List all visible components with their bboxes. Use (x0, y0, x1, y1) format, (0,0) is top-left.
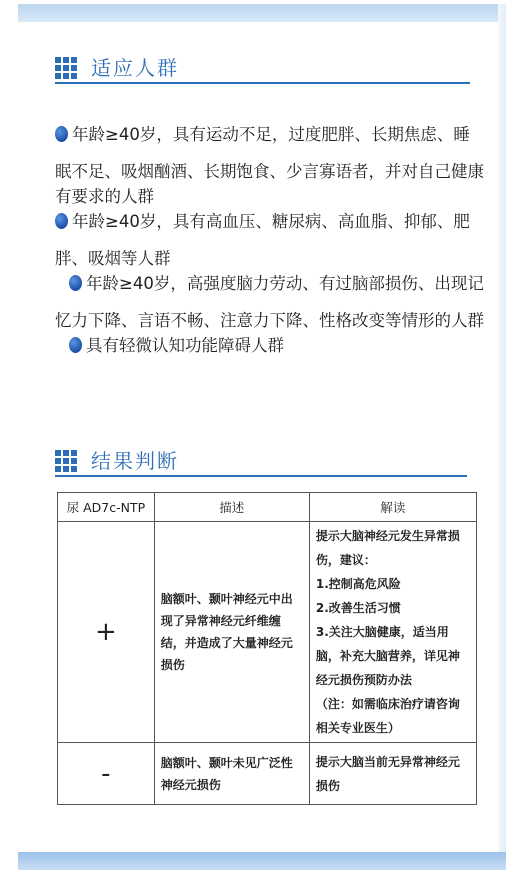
result-sign: - (58, 743, 155, 805)
table-row (58, 522, 477, 743)
list-item-text: 眠不足、吸烟酗酒、长期饱食、少言寡语者，并对自己健康 (55, 162, 484, 181)
section-header-result-judgement (55, 448, 470, 478)
list-item-text: 忆力下降、言语不畅、注意力下降、性格改变等情形的人群 (55, 311, 484, 330)
result-description: 脑额叶、颞叶未见广泛性神经元损伤 (154, 743, 309, 805)
grid-icon (55, 450, 77, 472)
section-underline (55, 475, 467, 477)
list-item-text: 年龄≥40岁，具有高血压、糖尿病、高血脂、抑郁、肥 (72, 212, 470, 231)
list-item-text: 年龄≥40岁，具有运动不足，过度肥胖、长期焦虑、睡 (72, 125, 470, 144)
bullet-dot-icon (69, 275, 82, 291)
table-row (58, 743, 477, 805)
interpretation-line: 提示大脑神经元发生异常损伤，建议： (315, 529, 460, 567)
bullet-dot-icon (55, 213, 68, 229)
result-description: 脑额叶、颞叶神经元中出现了异常神经元纤维缠结，并造成了大量神经元损伤 (154, 522, 309, 743)
section-underline (55, 82, 470, 84)
column-header: 尿 AD7c-NTP (58, 493, 155, 522)
section-header-target-groups (55, 55, 470, 85)
section-title: 结果判断 (91, 449, 179, 473)
list-item-text: 具有轻微认知功能障碍人群 (86, 336, 284, 355)
list-item-text: 年龄≥40岁，高强度脑力劳动、有过脑部损伤、出现记 (86, 274, 484, 293)
result-interpretation (309, 522, 476, 743)
bullet-dot-icon (69, 337, 82, 353)
result-interpretation (309, 743, 476, 805)
interpretation-line: 提示大脑当前无异常神经元损伤 (315, 754, 460, 793)
page-edge-shadow (498, 4, 506, 870)
list-item-text: 有要求的人群 (55, 187, 154, 206)
column-header: 解读 (309, 493, 476, 522)
top-decorative-band (18, 4, 506, 22)
result-sign: + (58, 522, 155, 743)
bottom-decorative-band (18, 852, 506, 870)
column-header: 描述 (154, 493, 309, 522)
section-title: 适应人群 (91, 56, 179, 80)
grid-icon (55, 57, 77, 79)
list-item-text: 胖、吸烟等人群 (55, 249, 171, 268)
interpretation-line: 3.关注大脑健康，适当用脑，补充大脑营养，详见神经元损伤预防办法 (315, 625, 460, 687)
interpretation-line: （注：如需临床治疗请咨询相关专业医生） (315, 697, 460, 735)
target-group-list (55, 122, 485, 358)
table-header-row (58, 493, 477, 522)
bullet-dot-icon (55, 126, 68, 142)
list-item (55, 271, 485, 333)
list-item (55, 333, 485, 358)
result-table (57, 492, 477, 805)
interpretation-line: 1.控制高危风险 (315, 577, 401, 591)
list-item (55, 122, 485, 209)
list-item (55, 209, 485, 271)
interpretation-line: 2.改善生活习惯 (315, 601, 401, 615)
